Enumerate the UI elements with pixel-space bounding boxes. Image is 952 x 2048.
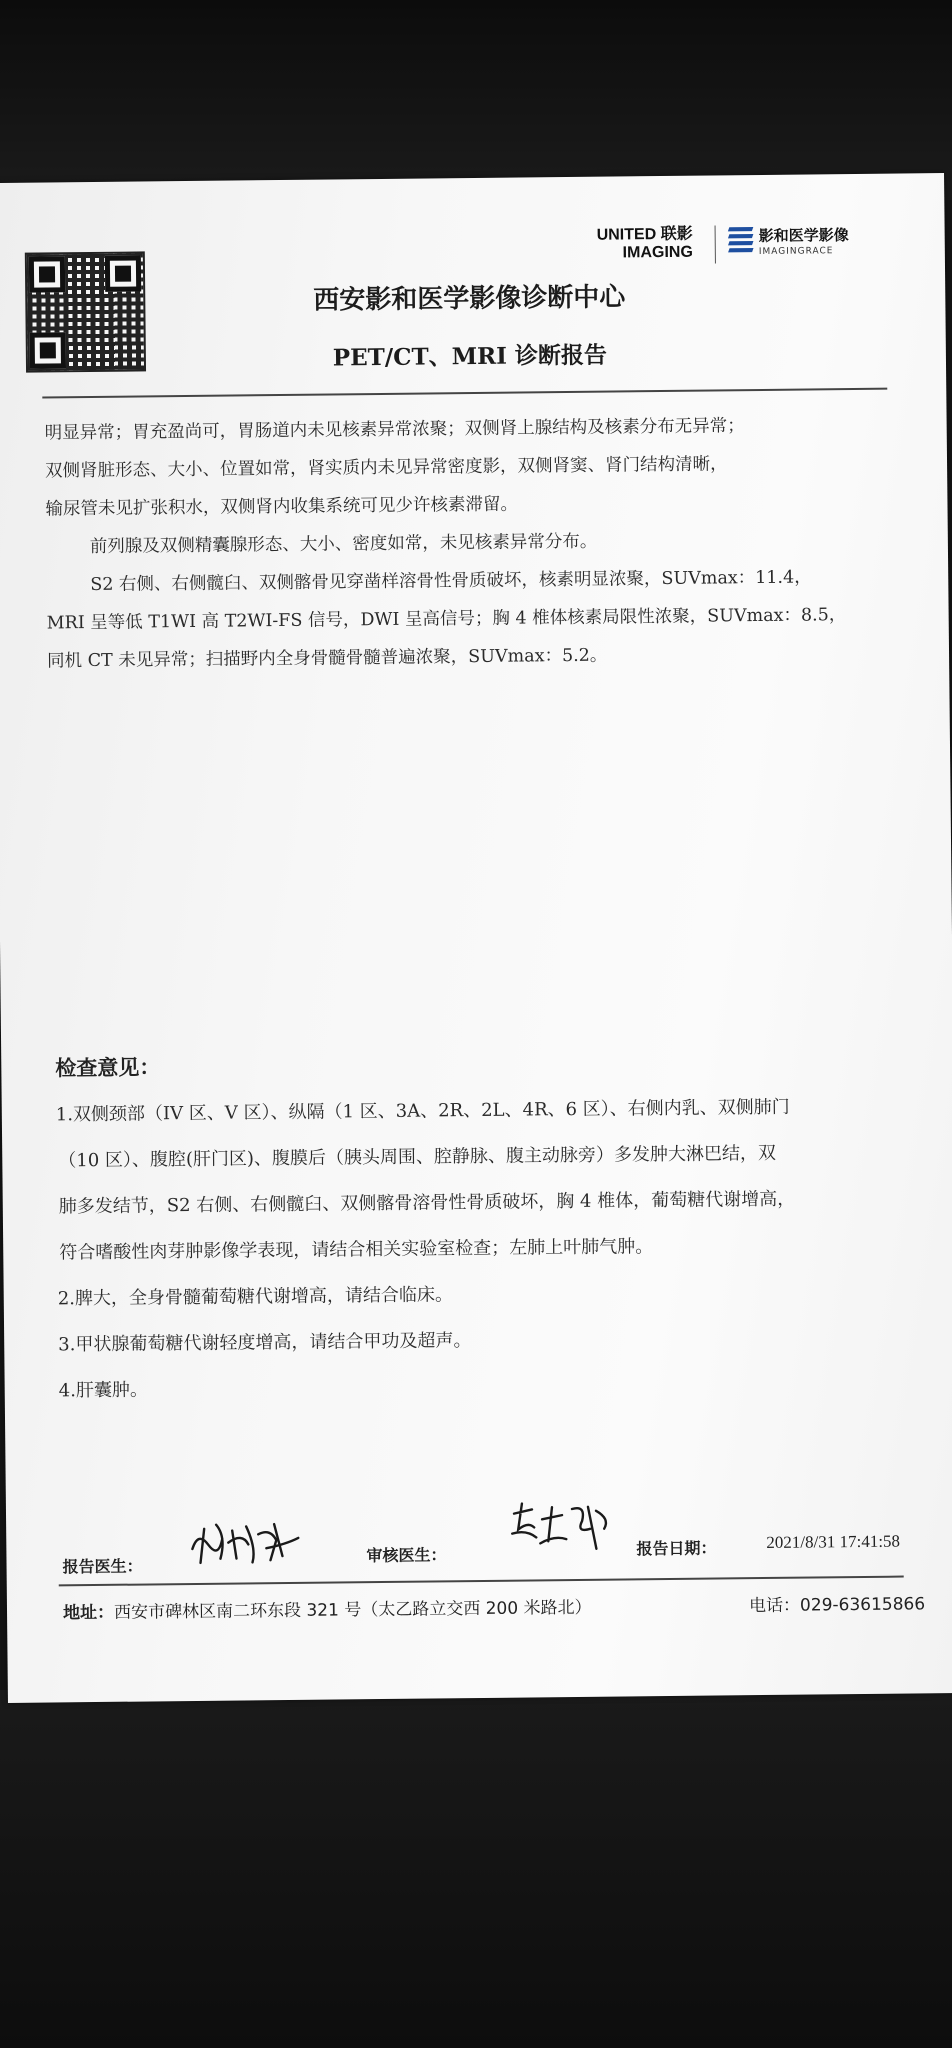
united-imaging-logo — [597, 226, 693, 263]
report-title: 西安影和医学影像诊断中心 — [313, 282, 626, 316]
address-label: 地址： — [62, 1602, 115, 1624]
review-doctor-signature — [506, 1499, 617, 1556]
address — [63, 1593, 592, 1624]
logo-united-line2: IMAGING — [622, 243, 693, 262]
findings-text — [44, 406, 887, 681]
opinion-list — [56, 1083, 919, 1414]
findings-line: 输尿管未见扩张积水，双侧肾内收集系统可见少许核素滞留。 — [45, 494, 519, 520]
opinion-line: 肺多发结节，S2 右侧、右侧髋臼、双侧髂骨溶骨性骨质破坏，胸 4 椎体，葡萄糖代谢增高， — [58, 1188, 796, 1218]
findings-line: 前列腺及双侧精囊腺形态、大小、密度如常，未见核素异常分布。 — [89, 531, 598, 558]
background-top — [0, 0, 952, 200]
imaginggrace-mark-icon — [729, 227, 753, 255]
phone-value: 029-63615866 — [799, 1594, 926, 1616]
findings-line: 双侧肾脏形态、大小、位置如常，肾实质内未见异常密度影，双侧肾窦、肾门结构清晰， — [44, 454, 728, 482]
opinion-heading: 检查意见： — [55, 1055, 161, 1081]
signature-row — [6, 1511, 952, 1581]
header-divider — [42, 388, 887, 399]
logo-right-en: IMAGINGRACE — [758, 246, 834, 258]
logo-right-cn: 影和医学影像 — [758, 226, 849, 246]
logo-united-line1: UNITED 联影 — [596, 225, 693, 244]
logo-divider — [715, 225, 716, 263]
opinion-line: 3.甲状腺葡萄糖代谢轻度增高，请结合甲功及超声。 — [58, 1330, 472, 1356]
opinion-line: （10 区）、腹腔(肝门区)、腹膜后（胰头周围、腔静脉、腹主动脉旁）多发肿大淋巴结，双 — [58, 1142, 777, 1172]
report-date: 2021/8/31 17:41:58 — [766, 1531, 901, 1552]
phone-label: 电话： — [748, 1595, 801, 1617]
review-doctor-label: 审核医生： — [366, 1545, 447, 1566]
background-bottom — [0, 1690, 952, 2048]
report-subtitle: PET/CT、MRI 诊断报告 — [332, 341, 608, 372]
report-doctor-signature — [186, 1518, 307, 1569]
findings-line: S2 右侧、右侧髋臼、双侧髂骨见穿凿样溶骨性骨质破坏，核素明显浓聚，SUVmax：11.4， — [90, 567, 812, 596]
address-value: 西安市碑林区南二环东段 321 号（太乙路立交西 200 米路北） — [113, 1597, 592, 1623]
report-date-label: 报告日期： — [636, 1538, 717, 1559]
findings-line: 明显异常；胃充盈尚可，胃肠道内未见核素异常浓聚；双侧肾上腺结构及核素分布无异常； — [44, 416, 745, 444]
opinion-line: 1.双侧颈部（IV 区、V 区）、纵隔（1 区、3A、2R、2L、4R、6 区）、右侧内乳、双侧肺门 — [55, 1096, 790, 1126]
report-doctor-label: 报告医生： — [62, 1556, 143, 1577]
opinion-line: 2.脾大，全身骨髓葡萄糖代谢增高，请结合临床。 — [57, 1284, 454, 1310]
opinion-line: 符合嗜酸性肉芽肿影像学表现，请结合相关实验室检查；左肺上叶肺气肿。 — [59, 1236, 654, 1264]
opinion-line: 4.肝囊肿。 — [58, 1379, 149, 1402]
findings-line: 同机 CT 未见异常；扫描野内全身骨髓骨髓普遍浓聚，SUVmax：5.2。 — [46, 645, 608, 672]
phone — [749, 1589, 925, 1616]
findings-line: MRI 呈等低 T1WI 高 T2WI-FS 信号，DWI 呈高信号；胸 4 椎体核素局限性浓聚，SUVmax：8.5， — [46, 605, 847, 634]
report-sheet — [0, 173, 952, 1703]
